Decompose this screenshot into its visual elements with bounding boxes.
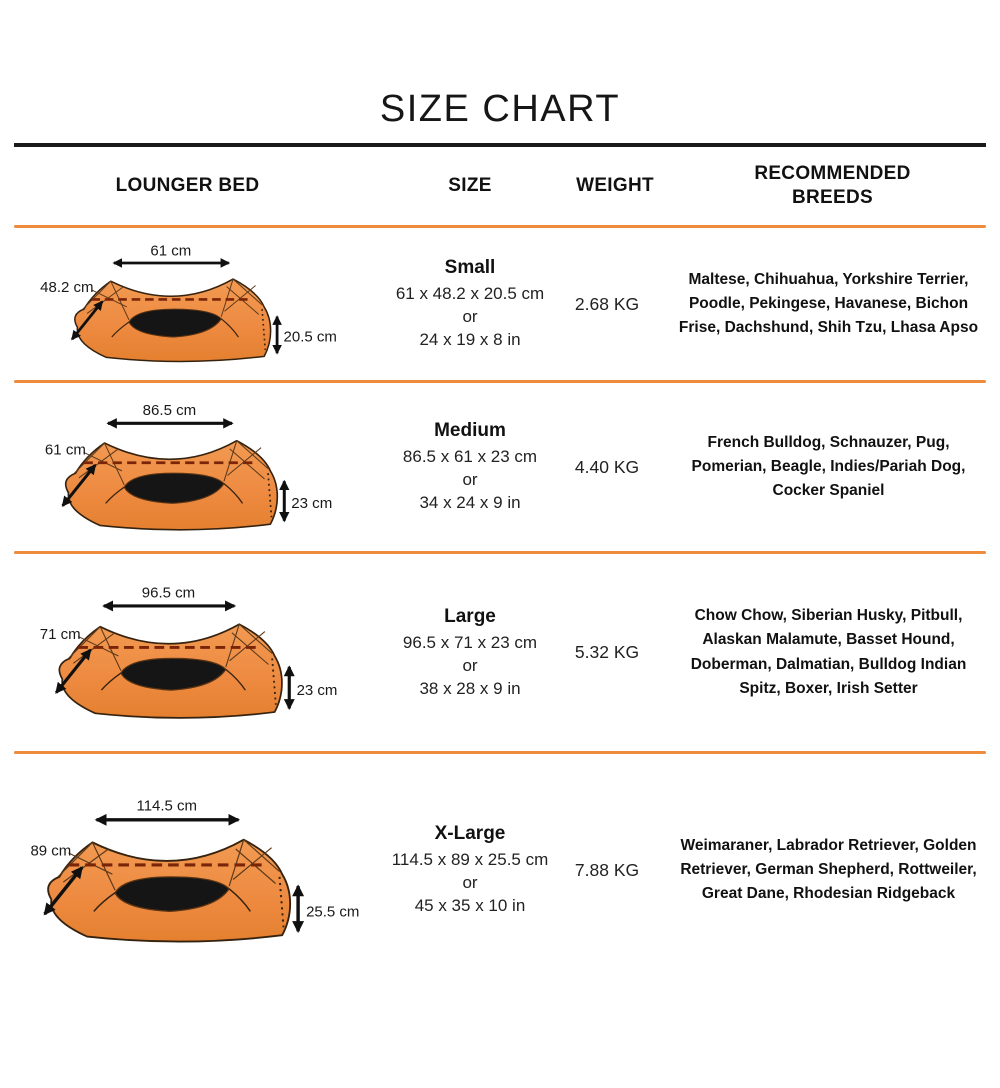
- size-or: or: [462, 655, 478, 675]
- size-row-xlarge: [0, 754, 1000, 986]
- header-weight: WEIGHT: [576, 175, 654, 196]
- lounger-bed-illustration: [62, 423, 284, 529]
- header-recommended-breeds: RECOMMENDED BREEDS: [754, 163, 911, 208]
- weight-value: 5.32 KG: [574, 642, 640, 662]
- lounger-bed-diagram-large: [5, 573, 371, 732]
- header-size: SIZE: [448, 175, 492, 196]
- lounger-bed-illustration: [72, 263, 277, 361]
- size-row-large: [0, 554, 1000, 751]
- depth-dimension-label: 61 cm: [44, 441, 86, 459]
- size-chart-sheet: [0, 88, 1000, 1088]
- size-cell: [375, 823, 565, 917]
- lounger-bed-illustration: [56, 606, 289, 718]
- bed-figure-small: [0, 234, 375, 374]
- bed-figure-xlarge: [0, 784, 375, 956]
- width-dimension-label: 61 cm: [149, 242, 191, 260]
- recommended-breeds: Chow Chow, Siberian Husky, Pitbull, Alaskan Malamute, Basset Hound, Doberman, Dalmatian, Bulldog Indian Spitz, Boxer, Irish Setter: [690, 607, 967, 697]
- width-dimension-label: 96.5 cm: [141, 584, 195, 602]
- size-name: Large: [444, 605, 496, 627]
- size-cell: [375, 606, 565, 700]
- width-dimension-label: 114.5 cm: [136, 797, 197, 815]
- weight-value: 2.68 KG: [574, 293, 640, 314]
- lounger-bed-diagram-medium: [14, 392, 362, 543]
- page-title: SIZE CHART: [379, 88, 621, 130]
- header-lounger-bed: LOUNGER BED: [115, 175, 260, 196]
- size-in: 38 x 28 x 9 in: [419, 678, 521, 698]
- depth-dimension-label: 89 cm: [29, 842, 71, 860]
- size-cell: [375, 420, 565, 514]
- size-in: 34 x 24 x 9 in: [419, 493, 521, 512]
- size-in: 45 x 35 x 10 in: [414, 896, 526, 915]
- height-dimension-label: 23 cm: [290, 494, 332, 512]
- size-cm: 114.5 x 89 x 25.5 cm: [391, 850, 549, 869]
- recommended-breeds: Weimaraner, Labrador Retriever, Golden Retriever, German Shepherd, Rottweiler, Great Dane, Rhodesian Ridgeback: [680, 836, 977, 902]
- lounger-bed-diagram-xlarge: [0, 784, 387, 956]
- recommended-breeds: Maltese, Chihuahua, Yorkshire Terrier, Poodle, Pekingese, Havanese, Bichon Frise, Dachshund, Shih Tzu, Lhasa Apso: [678, 270, 979, 336]
- size-cm: 61 x 48.2 x 20.5 cm: [395, 284, 545, 303]
- size-row-small: [0, 228, 1000, 380]
- size-cm: 96.5 x 71 x 23 cm: [402, 632, 538, 652]
- size-or: or: [462, 873, 478, 892]
- height-dimension-label: 20.5 cm: [283, 328, 337, 346]
- size-cell: [375, 257, 565, 351]
- lounger-bed-illustration: [44, 820, 297, 942]
- bed-figure-medium: [0, 392, 375, 543]
- size-cm: 86.5 x 61 x 23 cm: [402, 447, 538, 466]
- depth-dimension-label: 71 cm: [39, 626, 81, 644]
- weight-value: 4.40 KG: [574, 456, 640, 477]
- size-name: Medium: [434, 420, 506, 441]
- height-dimension-label: 25.5 cm: [305, 903, 359, 921]
- size-in: 24 x 19 x 8 in: [419, 330, 521, 349]
- weight-value: 7.88 KG: [574, 859, 640, 880]
- width-dimension-label: 86.5 cm: [142, 401, 196, 419]
- size-or: or: [462, 470, 478, 489]
- size-row-medium: [0, 383, 1000, 551]
- size-name: X-Large: [434, 823, 506, 844]
- height-dimension-label: 23 cm: [296, 682, 337, 700]
- table-header: [0, 147, 1000, 225]
- recommended-breeds: French Bulldog, Schnauzer, Pug, Pomerian, Beagle, Indies/Pariah Dog, Cocker Spaniel: [691, 433, 966, 499]
- size-name: Small: [444, 257, 496, 278]
- lounger-bed-diagram-small: [27, 234, 349, 374]
- bed-figure-large: [0, 573, 375, 732]
- size-or: or: [462, 307, 478, 326]
- depth-dimension-label: 48.2 cm: [39, 279, 94, 297]
